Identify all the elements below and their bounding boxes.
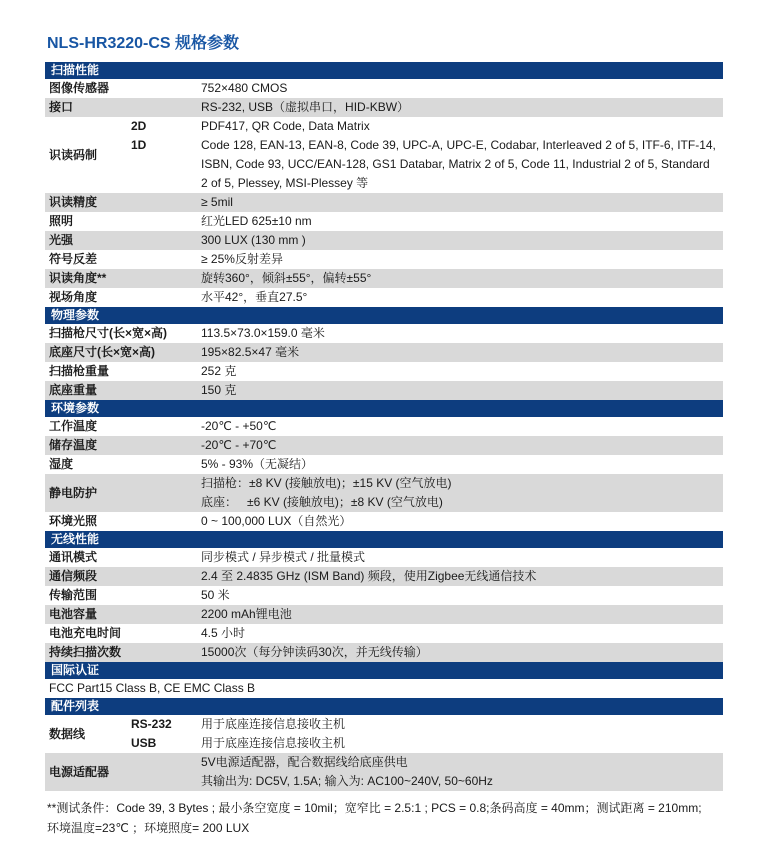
row-value: 752×480 CMOS: [201, 81, 288, 95]
row-value: 2200 mAh锂电池: [201, 607, 292, 621]
row-value: 4.5 小时: [201, 626, 246, 640]
section-header-certification: 国际认证: [45, 662, 723, 679]
certification-value: FCC Part15 Class B, CE EMC Class B: [49, 681, 256, 695]
row-value: 5% - 93%（无凝结）: [201, 457, 314, 471]
row-scan-count: [45, 643, 723, 662]
row-value: 300 LUX (130 mm ): [201, 233, 306, 247]
row-contrast: [45, 250, 723, 269]
footnote-line-2: 环境温度=23℃ ；环境照度= 200 LUX: [47, 821, 250, 835]
row-battery-capacity: [45, 605, 723, 624]
row-data-cable: [45, 715, 723, 753]
esd-line-gun: 扫描枪：±8 KV (接触放电)；±15 KV (空气放电): [201, 476, 452, 490]
row-label: 通讯模式: [49, 550, 98, 564]
footnote: [45, 798, 723, 838]
row-label: 扫描枪尺寸(长×宽×高): [49, 326, 168, 340]
row-illumination: [45, 212, 723, 231]
section-header-scan: 扫描性能: [45, 62, 723, 79]
row-field-of-view: [45, 288, 723, 307]
row-value: 150 克: [201, 383, 237, 397]
row-symbologies: [45, 117, 723, 193]
row-label: 湿度: [49, 457, 74, 471]
row-value: ≥ 25%反射差异: [201, 252, 283, 266]
row-esd-protection: [45, 474, 723, 512]
spec-table: [45, 62, 723, 791]
subrow-label: 1D: [131, 138, 147, 152]
row-label: 识读码制: [49, 147, 98, 162]
row-comm-mode: [45, 548, 723, 567]
row-value: -20℃ - +50℃: [201, 419, 277, 433]
row-image-sensor: [45, 79, 723, 98]
row-label: 环境光照: [49, 514, 98, 528]
subrow-label: 2D: [131, 119, 147, 133]
row-value: 旋转360°，倾斜±55°，偏转±55°: [201, 271, 372, 285]
row-label: 传输范围: [49, 588, 98, 602]
row-label: 扫描枪重量: [49, 364, 110, 378]
row-power-adapter: [45, 753, 723, 791]
row-label: 识读角度**: [49, 271, 107, 285]
row-label: 图像传感器: [49, 81, 110, 95]
symbologies-subrows: [131, 117, 723, 193]
subrow-label: USB: [131, 736, 157, 750]
row-light-intensity: [45, 231, 723, 250]
section-header-environment: 环境参数: [45, 400, 723, 417]
row-label: 工作温度: [49, 419, 98, 433]
row-label: 接口: [49, 100, 74, 114]
row-interface: [45, 98, 723, 117]
row-value: 252 克: [201, 364, 237, 378]
section-header-wireless: 无线性能: [45, 531, 723, 548]
row-gun-dimensions: [45, 324, 723, 343]
subrow-value: 用于底座连接信息接收主机: [201, 717, 346, 731]
row-label: 底座重量: [49, 383, 98, 397]
row-value: [201, 753, 723, 791]
adapter-line-2: 其输出为: DC5V, 1.5A; 输入为: AC100~240V, 50~60Hz: [201, 774, 493, 788]
row-operating-temp: [45, 417, 723, 436]
cable-subrows: [131, 715, 723, 753]
row-value: 水平42°，垂直27.5°: [201, 290, 308, 304]
row-label: 电池充电时间: [49, 626, 122, 640]
row-value: 0 ~ 100,000 LUX（自然光）: [201, 514, 352, 528]
row-label: 光强: [49, 233, 74, 247]
row-value: [201, 474, 723, 512]
subrow-usb: [131, 734, 723, 753]
row-label: 识读精度: [49, 195, 98, 209]
subrow-value: PDF417, QR Code, Data Matrix: [201, 119, 370, 133]
row-label: 数据线: [49, 726, 86, 741]
row-frequency-band: [45, 567, 723, 586]
subrow-2d: [131, 117, 723, 136]
subrow-rs232: [131, 715, 723, 734]
row-label: 通信频段: [49, 569, 98, 583]
row-value: RS-232, USB（虚拟串口，HID-KBW）: [201, 100, 410, 114]
section-header-accessories: 配件列表: [45, 698, 723, 715]
section-header-physical: 物理参数: [45, 307, 723, 324]
row-precision: [45, 193, 723, 212]
row-charge-time: [45, 624, 723, 643]
row-label: 电源适配器: [49, 764, 110, 779]
row-label: 储存温度: [49, 438, 98, 452]
row-value: 113.5×73.0×159.0 毫米: [201, 326, 325, 340]
row-value: 15000次（每分钟读码30次，并无线传输）: [201, 645, 428, 659]
row-value: 195×82.5×47 毫米: [201, 345, 300, 359]
adapter-line-1: 5V电源适配器，配合数据线给底座供电: [201, 755, 408, 769]
row-label: 静电防护: [49, 485, 98, 500]
row-label: 电池容量: [49, 607, 98, 621]
row-value: -20℃ - +70℃: [201, 438, 277, 452]
subrow-value: Code 128, EAN-13, EAN-8, Code 39, UPC-A, UPC-E, Codabar, Interleaved 2 of 5, ITF-6, ITF-14, ISBN, Code 93, UCC/EAN-128, GS1 Databar, Matrix 2 of 5, Code 11, Industrial 2 of 5, Standard 2 of 5, Plessey, MSI-Plessey 等: [201, 138, 716, 190]
row-gun-weight: [45, 362, 723, 381]
subrow-value: 用于底座连接信息接收主机: [201, 736, 346, 750]
row-value: 红光LED 625±10 nm: [201, 214, 312, 228]
row-value: ≥ 5mil: [201, 195, 233, 209]
row-value: 同步模式 / 异步模式 / 批量模式: [201, 550, 366, 564]
row-value: 2.4 至 2.4835 GHz (ISM Band) 频段，使用Zigbee无线通信技术: [201, 569, 537, 583]
page-title: NLS-HR3220-CS 规格参数: [47, 35, 240, 52]
row-label: 底座尺寸(长×宽×高): [49, 345, 156, 359]
row-value: 50 米: [201, 588, 230, 602]
row-ambient-light: [45, 512, 723, 531]
footnote-line-1: **测试条件：Code 39, 3 Bytes ; 最小条空宽度 = 10mil；宽窄比 = 2.5:1 ; PCS = 0.8;条码高度 = 40mm；测试距离 = 210mm;: [47, 801, 702, 815]
row-storage-temp: [45, 436, 723, 455]
row-transmission-range: [45, 586, 723, 605]
row-read-angle: [45, 269, 723, 288]
row-certifications: [45, 679, 723, 698]
row-label: 符号反差: [49, 252, 98, 266]
subrow-1d: [131, 136, 723, 193]
row-label: 持续扫描次数: [49, 645, 122, 659]
esd-line-cradle: 底座： ±6 KV (接触放电)；±8 KV (空气放电): [201, 495, 443, 509]
row-label: 视场角度: [49, 290, 98, 304]
row-label: 照明: [49, 214, 74, 228]
row-cradle-dimensions: [45, 343, 723, 362]
row-cradle-weight: [45, 381, 723, 400]
subrow-label: RS-232: [131, 717, 172, 731]
row-humidity: [45, 455, 723, 474]
